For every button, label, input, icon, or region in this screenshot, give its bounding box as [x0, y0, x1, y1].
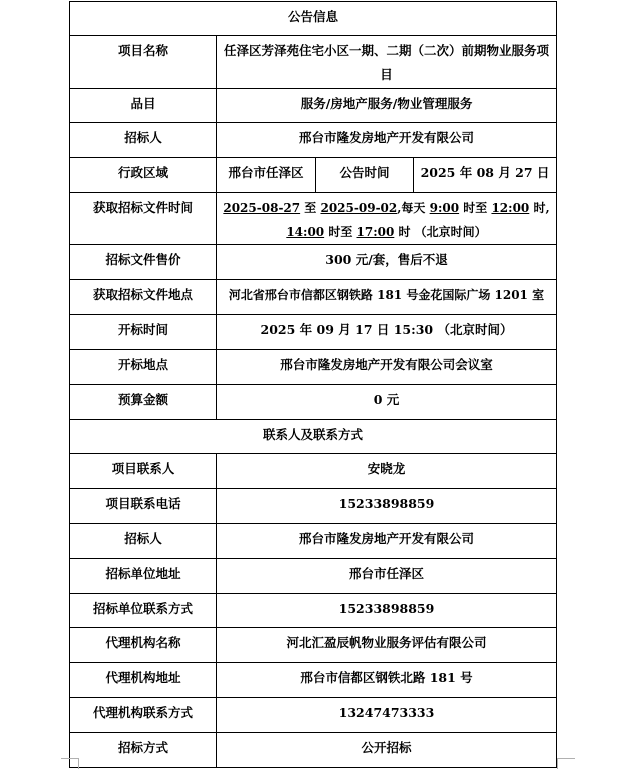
field-value: 15233898859 — [217, 489, 557, 524]
field-value: 安晓龙 — [217, 454, 557, 489]
text-sep: 时, — [529, 201, 550, 215]
row-contact — [70, 594, 557, 628]
page-corner-mark-right — [557, 758, 575, 769]
row-region — [70, 158, 557, 193]
field-label: 项目联系电话 — [70, 489, 217, 524]
row-doc-price — [70, 245, 557, 280]
am-start: 9:00 — [429, 201, 460, 215]
field-label: 招标单位地址 — [70, 559, 217, 594]
field-label: 行政区域 — [70, 158, 217, 193]
section-title: 联系人及联系方式 — [70, 420, 557, 454]
text-to: 至 — [300, 201, 321, 215]
region-value: 邢台市任泽区 — [217, 158, 316, 193]
row-doc-obtain-time — [70, 193, 557, 245]
row-contact — [70, 524, 557, 559]
tenderer-value: 邢台市隆发房地产开发有限公司 — [217, 123, 557, 158]
field-label: 招标文件售价 — [70, 245, 217, 280]
field-value: 13247473333 — [217, 698, 557, 733]
doc-obtain-time-value — [217, 193, 557, 245]
field-value: 邢台市信都区钢铁北路 181 号 — [217, 663, 557, 698]
publish-time-label: 公告时间 — [316, 158, 414, 193]
section-header-announcement — [70, 2, 557, 36]
field-value: 公开招标 — [217, 733, 557, 768]
field-label: 开标地点 — [70, 350, 217, 385]
doc-price-value: 300 元/套，售后不退 — [217, 245, 557, 280]
row-tenderer — [70, 123, 557, 158]
project-name-value: 任泽区芳泽苑住宅小区一期、二期（二次）前期物业服务项目 — [217, 36, 557, 89]
start-date: 2025-08-27 — [223, 201, 301, 215]
row-contact — [70, 628, 557, 663]
field-label: 招标人 — [70, 123, 217, 158]
budget-value: 0 元 — [217, 385, 557, 420]
field-label: 品目 — [70, 89, 217, 123]
bid-open-time-value: 2025 年 09 月 17 日 15:30 （北京时间） — [217, 315, 557, 350]
text-daily: ,每天 — [397, 201, 430, 215]
publish-time-value: 2025 年 08 月 27 日 — [414, 158, 557, 193]
field-label: 开标时间 — [70, 315, 217, 350]
field-label: 招标单位联系方式 — [70, 594, 217, 628]
field-label: 代理机构地址 — [70, 663, 217, 698]
page-corner-mark-left — [61, 758, 79, 769]
end-date: 2025-09-02 — [320, 201, 398, 215]
row-contact — [70, 559, 557, 594]
text-to: 时至 — [459, 201, 492, 215]
field-label: 招标方式 — [70, 733, 217, 768]
field-label: 项目联系人 — [70, 454, 217, 489]
category-value: 服务/房地产服务/物业管理服务 — [217, 89, 557, 123]
section-title: 公告信息 — [70, 2, 557, 36]
field-label: 代理机构名称 — [70, 628, 217, 663]
row-contact — [70, 733, 557, 768]
field-label: 获取招标文件时间 — [70, 193, 217, 245]
row-bid-open-time — [70, 315, 557, 350]
field-value: 邢台市隆发房地产开发有限公司 — [217, 524, 557, 559]
row-contact — [70, 454, 557, 489]
row-bid-open-place — [70, 350, 557, 385]
field-label: 获取招标文件地点 — [70, 280, 217, 315]
row-contact — [70, 663, 557, 698]
field-value: 邢台市任泽区 — [217, 559, 557, 594]
row-category — [70, 89, 557, 123]
bid-open-place-value: 邢台市隆发房地产开发有限公司会议室 — [217, 350, 557, 385]
field-label: 预算金额 — [70, 385, 217, 420]
doc-obtain-place-value: 河北省邢台市信都区钢铁路 181 号金花国际广场 1201 室 — [217, 280, 557, 315]
text-to: 时至 — [324, 225, 357, 239]
field-label: 代理机构联系方式 — [70, 698, 217, 733]
section-header-contacts — [70, 420, 557, 454]
field-label: 项目名称 — [70, 36, 217, 89]
row-doc-obtain-place — [70, 280, 557, 315]
row-contact — [70, 489, 557, 524]
row-contact — [70, 698, 557, 733]
row-project-name — [70, 36, 557, 89]
field-label: 招标人 — [70, 524, 217, 559]
row-budget — [70, 385, 557, 420]
am-end: 12:00 — [491, 201, 530, 215]
text-suffix: 时 （北京时间） — [394, 225, 487, 239]
announcement-table — [69, 1, 557, 768]
pm-end: 17:00 — [356, 225, 395, 239]
field-value: 河北汇盈辰帆物业服务评估有限公司 — [217, 628, 557, 663]
field-value: 15233898859 — [217, 594, 557, 628]
pm-start: 14:00 — [286, 225, 325, 239]
